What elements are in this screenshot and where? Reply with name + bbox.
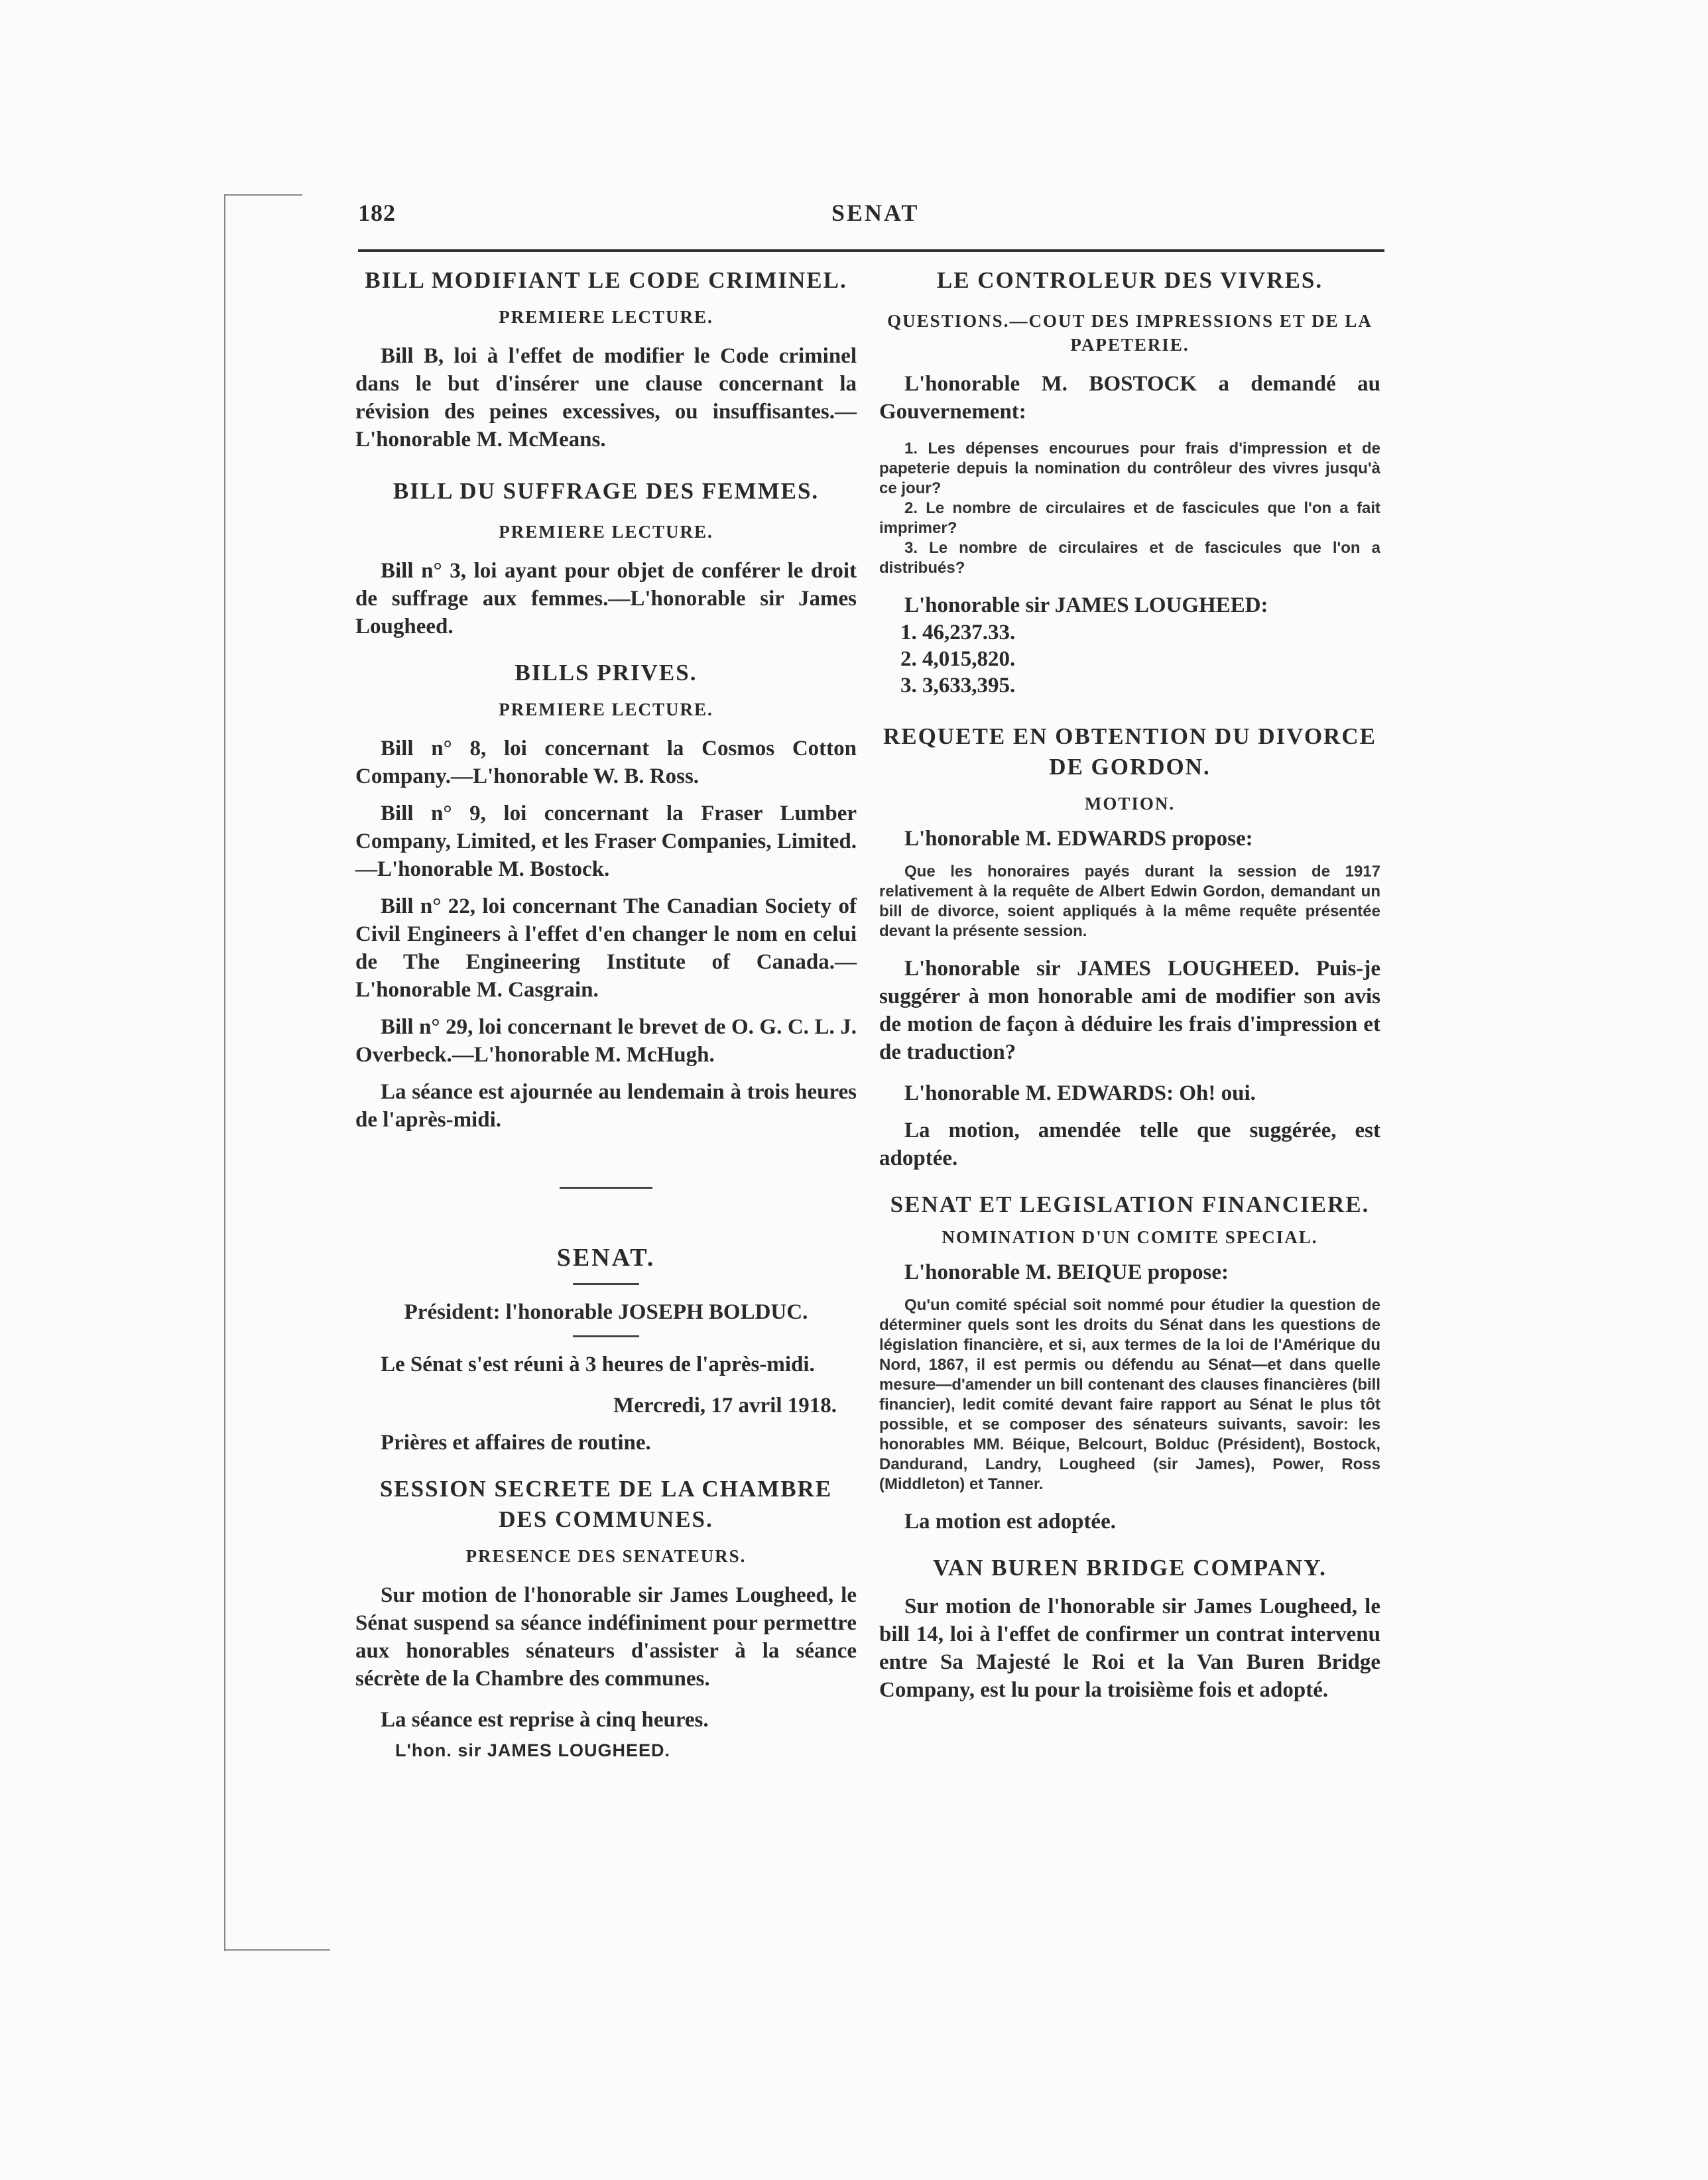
header-rule <box>358 249 1384 252</box>
paragraph: Le Sénat s'est réuni à 3 heures de l'après-midi. <box>381 1353 815 1376</box>
paragraph: Bill n° 29, loi concernant le brevet de O. G. C. L. J. Overbeck.—L'honorable M. McHugh. <box>355 1015 857 1067</box>
section-title: BILL DU SUFFRAGE DES FEMMES. <box>393 478 820 504</box>
president-line: Président: l'honorable JOSEPH BOLDUC. <box>404 1300 808 1324</box>
catchword: L'hon. sir JAMES LOUGHEED. <box>395 1740 670 1760</box>
motion-text: Que les honoraires payés durant la session de 1917 relativement à la requête de Albert Edwin Gordon, demandant un bill de divorce, soient appliqués à la même requête présentée devant la présente session. <box>879 863 1380 940</box>
section-title: BILL MODIFIANT LE CODE CRIMINEL. <box>365 267 847 293</box>
paragraph: Bill n° 22, loi concernant The Canadian Society of Civil Engineers à l'effet d'en changer le nom en celui de The Engineering Institute of Canada.—L'honorable M. Casgrain. <box>355 894 857 1002</box>
section-title: REQUETE EN OBTENTION DU DIVORCE DE GORDON. <box>883 723 1376 780</box>
left-column <box>355 265 857 1762</box>
question: 2. Le nombre de circulaires et de fascicules que l'on a fait imprimer? <box>879 499 1380 537</box>
section-title: LE CONTROLEUR DES VIVRES. <box>936 267 1323 293</box>
answer-line: 2. 4,015,820. <box>900 647 1016 671</box>
page-number: 182 <box>358 200 396 226</box>
answer-line: 3. 3,633,395. <box>900 674 1016 697</box>
paragraph: Sur motion de l'honorable sir James Lougheed, le bill 14, loi à l'effet de confirmer un contrat intervenu entre Sa Majesté le Roi et la Van Buren Bridge Company, est lu pour la troisième fois et adopté. <box>879 1595 1380 1702</box>
paragraph: Bill n° 9, loi concernant la Fraser Lumber Company, Limited, et les Fraser Companies, Limited.—L'honorable M. Bostock. <box>355 802 857 881</box>
question: 1. Les dépenses encourues pour frais d'impression et de papeterie depuis la nomination du contrôleur des vivres jusqu'à ce jour? <box>879 440 1380 497</box>
section-title: BILLS PRIVES. <box>515 660 698 686</box>
section-title: VAN BUREN BRIDGE COMPANY. <box>933 1555 1327 1581</box>
section-title: SESSION SECRETE DE LA CHAMBRE DES COMMUNES. <box>379 1476 833 1532</box>
section-subtitle: PREMIERE LECTURE. <box>499 699 713 719</box>
scan-frame-left <box>224 194 225 1951</box>
paragraph: Bill B, loi à l'effet de modifier le Code criminel dans le but d'insérer une clause concernant la révision des peines excessives, ou insuffisantes.—L'honorable M. McMeans. <box>355 344 857 452</box>
paragraph: Prières et affaires de routine. <box>381 1431 651 1455</box>
paragraph: L'honorable M. EDWARDS: Oh! oui. <box>904 1081 1256 1105</box>
scan-frame-bottom <box>224 1949 330 1951</box>
section-subtitle: MOTION. <box>1084 794 1176 814</box>
paragraph: L'honorable sir JAMES LOUGHEED: <box>904 593 1268 617</box>
sitting-title: SENAT. <box>556 1244 656 1272</box>
scan-frame-top <box>224 194 302 196</box>
section-subtitle: NOMINATION D'UN COMITE SPECIAL. <box>942 1227 1318 1247</box>
section-subtitle: PREMIERE LECTURE. <box>499 522 713 542</box>
section-subtitle: QUESTIONS.—COUT DES IMPRESSIONS ET DE LA PAPETERIE. <box>887 311 1372 355</box>
sitting-date: Mercredi, 17 avril 1918. <box>613 1394 837 1418</box>
paragraph: La séance est reprise à cinq heures. <box>381 1708 709 1732</box>
paragraph: Sur motion de l'honorable sir James Lougheed, le Sénat suspend sa séance indéfiniment pour permettre aux honorables sénateurs d'assister à la séance sécrète de la Chambre des communes. <box>355 1583 857 1691</box>
paragraph: La séance est ajournée au lendemain à trois heures de l'après-midi. <box>355 1080 857 1132</box>
question: 3. Le nombre de circulaires et de fascicules que l'on a distribués? <box>879 539 1380 577</box>
paragraph: La motion est adoptée. <box>904 1510 1116 1534</box>
section-title: SENAT ET LEGISLATION FINANCIERE. <box>890 1191 1370 1217</box>
motion-text: Qu'un comité spécial soit nommé pour étudier la question de déterminer quels sont les droits du Sénat dans les questions de législation financière, et si, aux termes de la loi de l'Amérique du Nord, 1867, il est permis ou défendu au Sénat—et dans quelle mesure—d'amender un bill contenant des clauses financières (bill financier), ledit comité devant faire rapport au Sénat le plus tôt possible, et se composer des sénateurs suivants, savoir: les honorables MM. Béique, Belcourt, Bolduc (Président), Bostock, Dandurand, Landry, Lougheed (sir James), Power, Ross (Middleton) et Tanner. <box>879 1296 1380 1493</box>
paragraph: Bill n° 3, loi ayant pour objet de conférer le droit de suffrage aux femmes.—L'honorable sir James Lougheed. <box>355 559 857 638</box>
right-column <box>879 265 1380 1704</box>
running-title: SENAT <box>831 200 920 226</box>
paragraph: L'honorable M. BEIQUE propose: <box>904 1260 1229 1284</box>
paragraph: L'honorable M. EDWARDS propose: <box>904 827 1253 851</box>
paragraph: La motion, amendée telle que suggérée, est adoptée. <box>879 1119 1380 1170</box>
answer-line: 1. 46,237.33. <box>900 621 1016 644</box>
section-subtitle: PRESENCE DES SENATEURS. <box>465 1546 747 1566</box>
section-subtitle: PREMIERE LECTURE. <box>499 307 713 327</box>
paragraph: L'honorable M. BOSTOCK a demandé au Gouvernement: <box>879 372 1380 424</box>
paragraph: Bill n° 8, loi concernant la Cosmos Cotton Company.—L'honorable W. B. Ross. <box>355 737 857 788</box>
paragraph: L'honorable sir JAMES LOUGHEED. Puis-je suggérer à mon honorable ami de modifier son avis de motion de façon à déduire les frais d'impression et de traduction? <box>879 957 1380 1064</box>
